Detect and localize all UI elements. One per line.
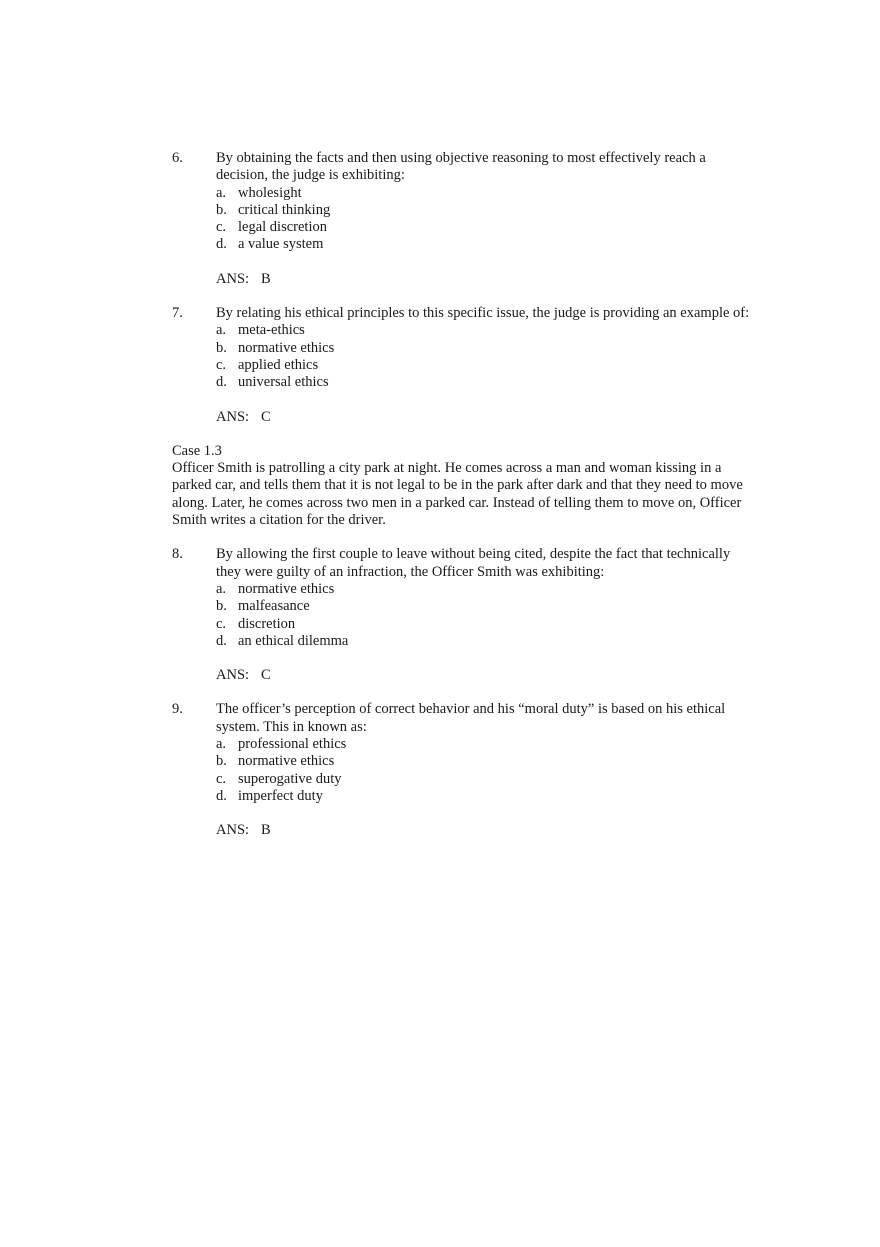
option-letter: b. [216, 201, 227, 218]
question-9 [172, 701, 752, 839]
answer-line [216, 271, 752, 288]
question-6 [172, 150, 752, 288]
case-title: Case 1.3 [172, 442, 222, 459]
option-list [216, 322, 752, 391]
question-stem: By allowing the first couple to leave without being cited, despite the fact that technically they were guilty of an infraction, the Officer Smith was exhibiting: [216, 546, 731, 580]
option-text: an ethical dilemma [238, 632, 349, 649]
question-number: 8. [172, 546, 183, 563]
option-c [216, 771, 752, 788]
option-c [216, 616, 752, 633]
question-stem: The officer’s perception of correct behavior and his “moral duty” is based on his ethical system. This in known as: [216, 701, 726, 735]
option-d [216, 236, 752, 253]
option-letter: a. [216, 736, 227, 753]
option-a [216, 185, 752, 202]
option-a [216, 322, 752, 339]
option-c [216, 219, 752, 236]
case-block [172, 443, 752, 529]
answer-label: ANS: [216, 270, 250, 287]
option-text: superogative duty [238, 770, 342, 787]
question-7 [172, 305, 752, 426]
question-number: 9. [172, 701, 183, 718]
answer-line [216, 667, 752, 684]
option-b [216, 598, 752, 615]
answer-line [216, 409, 752, 426]
option-text: wholesight [238, 184, 302, 201]
option-letter: b. [216, 339, 227, 356]
option-text: critical thinking [238, 201, 331, 218]
option-letter: b. [216, 753, 227, 770]
option-letter: d. [216, 374, 227, 391]
option-text: meta-ethics [238, 322, 305, 339]
answer-label: ANS: [216, 667, 250, 684]
answer-value: C [261, 667, 271, 684]
option-text: professional ethics [238, 736, 347, 753]
option-letter: a. [216, 184, 227, 201]
option-d [216, 788, 752, 805]
option-letter: a. [216, 322, 227, 339]
option-letter: c. [216, 770, 227, 787]
option-b [216, 340, 752, 357]
option-letter: c. [216, 615, 227, 632]
option-list [216, 185, 752, 254]
option-text: a value system [238, 236, 324, 253]
answer-value: B [261, 822, 271, 839]
question-stem: By relating his ethical principles to this specific issue, the judge is providing an example of: [216, 305, 750, 322]
option-text: malfeasance [238, 598, 310, 615]
option-list [216, 736, 752, 805]
option-letter: c. [216, 219, 227, 236]
option-text: normative ethics [238, 753, 335, 770]
option-letter: a. [216, 580, 227, 597]
answer-label: ANS: [216, 408, 250, 425]
option-list [216, 581, 752, 650]
option-text: legal discretion [238, 219, 327, 236]
option-text: discretion [238, 615, 296, 632]
option-text: imperfect duty [238, 787, 323, 804]
answer-label: ANS: [216, 822, 250, 839]
option-letter: d. [216, 787, 227, 804]
option-text: universal ethics [238, 374, 329, 391]
option-text: applied ethics [238, 356, 319, 373]
option-c [216, 357, 752, 374]
option-letter: c. [216, 356, 227, 373]
option-b [216, 202, 752, 219]
question-number: 7. [172, 305, 183, 322]
answer-value: B [261, 270, 271, 287]
document-page [172, 150, 752, 840]
option-d [216, 633, 752, 650]
option-a [216, 736, 752, 753]
question-number: 6. [172, 150, 183, 166]
option-b [216, 753, 752, 770]
option-letter: b. [216, 598, 227, 615]
option-letter: d. [216, 632, 227, 649]
option-d [216, 374, 752, 391]
answer-line [216, 822, 752, 839]
answer-value: C [261, 408, 271, 425]
option-letter: d. [216, 236, 227, 253]
option-text: normative ethics [238, 580, 335, 597]
option-a [216, 581, 752, 598]
question-stem: By obtaining the facts and then using objective reasoning to most effectively reach a decision, the judge is exhibiting: [216, 150, 706, 184]
question-8 [172, 546, 752, 684]
option-text: normative ethics [238, 339, 335, 356]
case-text: Officer Smith is patrolling a city park at night. He comes across a man and woman kissing in a parked car, and tells them that it is not legal to be in the park after dark and that they need to move along. Later, he comes across two men in a parked car. Instead of telling them to move on, Officer Smith writes a citation for the driver. [172, 460, 743, 529]
